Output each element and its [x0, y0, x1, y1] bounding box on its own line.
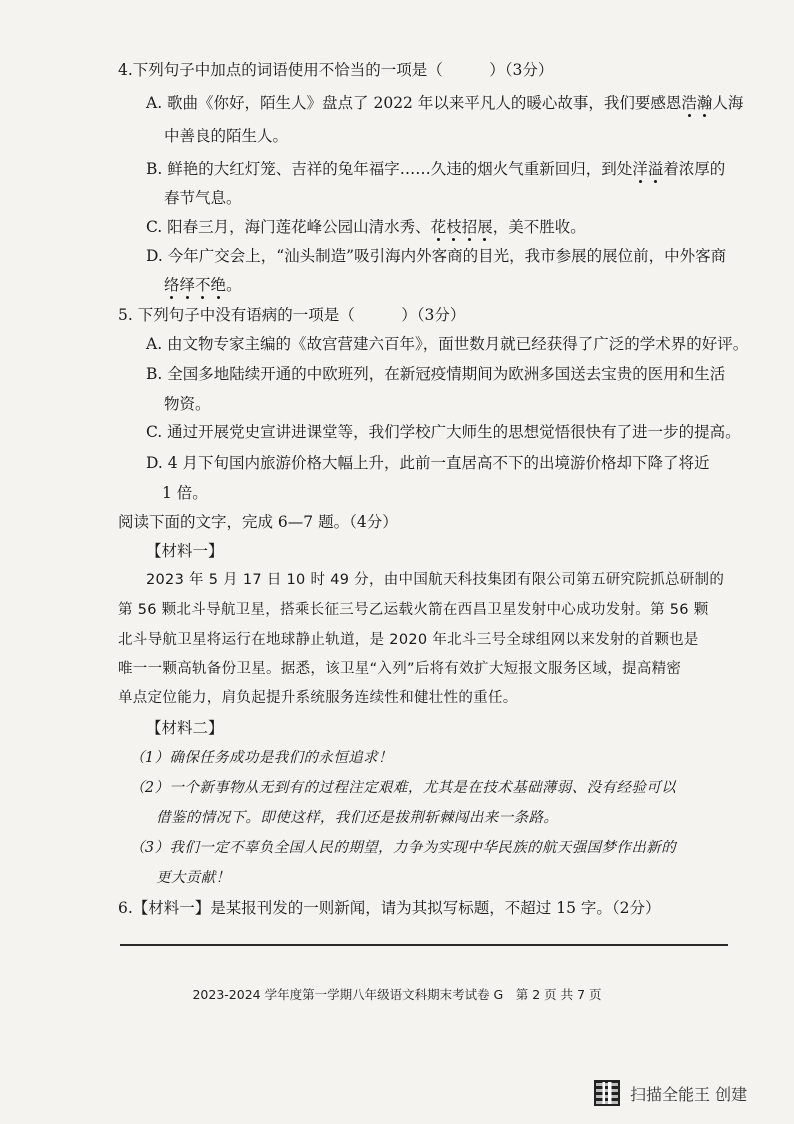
emphasis-dot-char: 洋 [632, 160, 648, 178]
q4-d-text-end: 。 [226, 276, 242, 294]
scanner-watermark [594, 1079, 747, 1107]
emphasis-dot-char: 招 [461, 218, 478, 236]
material-one-line1: 2023 年 5 月 17 日 10 时 49 分，由中国航天科技集团有限公司第五研究院抓总研制的 [146, 572, 725, 588]
q4-option-b-line2: 春节气息。 [164, 189, 242, 207]
material-two-item2-line2: 借鉴的情况下。即使这样，我们还是拔荆斩棘闯出来一条路。 [156, 810, 559, 826]
material-one-line4: 唯一一颗高轨备份卫星。据悉，该卫星“入列”后将有效扩大短报文服务区域，提高精密 [118, 661, 682, 677]
material-one-line5: 单点定位能力，肩负起提升系统服务连续性和健壮性的重任。 [118, 690, 518, 706]
emphasis-dot-char: 络 [164, 276, 180, 294]
emphasis-dot-char: 花 [430, 218, 447, 236]
q4-a-text: A. 歌曲《你好，陌生人》盘点了 2022 年以来平凡人的暖心故事，我们要感恩 [146, 94, 682, 112]
q4-d-dotted-word [164, 276, 226, 294]
q5-option-b-line2: 物资。 [164, 395, 211, 413]
q4-option-d-line2 [164, 275, 242, 295]
footer-divider [120, 944, 728, 946]
material-two-item3-line1: （3）我们一定不辜负全国人民的期望，力争为实现中华民族的航天强国梦作出新的 [130, 840, 677, 856]
watermark-text: 扫描全能王 创建 [630, 1084, 748, 1104]
q5-option-b-line1: B. 全国多地陆续开通的中欧班列，在新冠疫情期间为欧洲多国送去宝贵的医用和生活 [146, 365, 726, 383]
q4-c-text: C. 阳春三月，海门莲花峰公园山清水秀、 [146, 218, 431, 236]
q4-a-text-end: 人海 [712, 94, 744, 112]
material-one-line3: 北斗导航卫星将运行在地球静止轨道，是 2020 年北斗三号全球组网以来发射的首颗也是 [118, 632, 699, 648]
q4-c-text-end: ，美不胜收。 [492, 218, 586, 236]
q4-option-b-line1 [146, 159, 725, 179]
q4-option-d-line1: D. 今年广交会上，“汕头制造”吸引海内外客商的目光，我市参展的展位前，中外客商 [146, 247, 727, 265]
q6-stem: 6.【材料一】是某报刊发的一则新闻，请为其拟写标题，不超过 15 字。（2分） [118, 899, 661, 917]
material-one-line2: 第 56 颗北斗导航卫星，搭乘长征三号乙运载火箭在西昌卫星发射中心成功发射。第 56 颗 [118, 602, 709, 618]
emphasis-dot-char: 浩 [681, 94, 697, 112]
emphasis-dot-char: 溢 [647, 160, 664, 178]
q4-b-dotted-word [632, 160, 663, 178]
q4-option-a-line1 [146, 93, 743, 113]
q5-option-d-line1: D. 4 月下旬国内旅游价格大幅上升，此前一直居高不下的出境游价格却下降了将近 [146, 454, 710, 472]
qr-code-icon [594, 1080, 620, 1106]
material-two-title: 【材料二】 [146, 719, 224, 737]
q4-b-text-end: 着浓厚的 [663, 160, 726, 178]
q4-stem: 4.下列句子中加点的词语使用不恰当的一项是（ ）（3分） [118, 61, 554, 79]
q4-c-dotted-word [431, 218, 493, 236]
emphasis-dot-char: 不 [195, 276, 211, 294]
reading-intro: 阅读下面的文字，完成 6—7 题。（4分） [118, 513, 398, 531]
page-footer: 2023-2024 学年度第一学期八年级语文科期末考试卷 G 第 2 页 共 7 页 [192, 987, 602, 1002]
q5-stem: 5. 下列句子中没有语病的一项是（ ）（3分） [118, 306, 466, 324]
q4-b-text: B. 鲜艳的大红灯笼、吉祥的兔年福字……久违的烟火气重新回归，到处 [146, 160, 633, 178]
emphasis-dot-char: 瀚 [696, 94, 713, 112]
emphasis-dot-char: 绎 [179, 276, 196, 294]
emphasis-dot-char: 绝 [210, 276, 227, 294]
q4-option-c [146, 217, 586, 237]
material-one-title: 【材料一】 [146, 542, 224, 560]
emphasis-dot-char: 枝 [446, 218, 462, 236]
q5-option-d-line2: 1 倍。 [162, 484, 208, 502]
q5-option-c: C. 通过开展党史宣讲进课堂等，我们学校广大师生的思想觉悟很快有了进一步的提高。 [146, 423, 741, 441]
material-two-item2-line1: （2）一个新事物从无到有的过程注定艰难，尤其是在技术基础薄弱、没有经验可以 [130, 780, 677, 796]
q4-a-dotted-word [681, 94, 712, 112]
q4-option-a-line2: 中善良的陌生人。 [164, 127, 289, 145]
material-two-item1: （1）确保任务成功是我们的永恒追求！ [130, 750, 393, 766]
emphasis-dot-char: 展 [477, 218, 493, 236]
material-two-item3-line2: 更大贡献！ [156, 870, 231, 886]
q5-option-a: A. 由文物专家主编的《故宫营建六百年》，面世数月就已经获得了广泛的学术界的好评。 [146, 335, 749, 353]
